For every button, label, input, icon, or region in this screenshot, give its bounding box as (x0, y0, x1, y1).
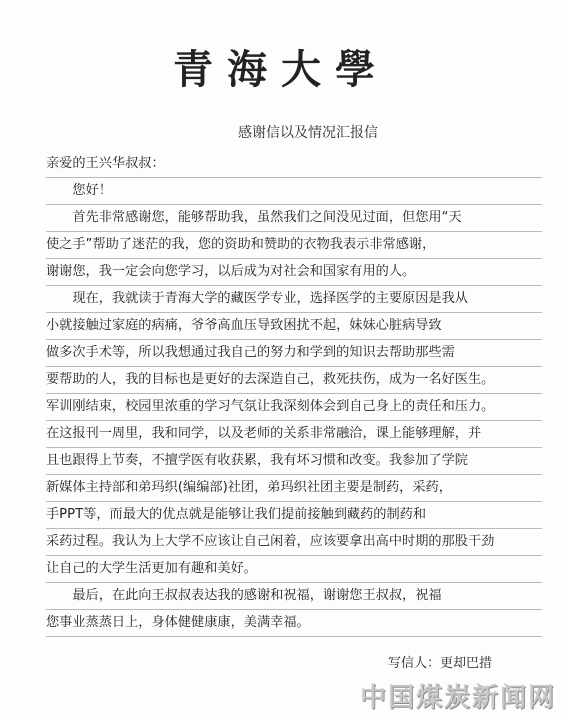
letter-line: 使之手”帮助了迷茫的我，您的资助和赞助的衣物我表示非常感谢， (46, 231, 542, 259)
letter-line: 亲爱的王兴华叔叔： (46, 150, 542, 178)
letter-line: 您好！ (46, 177, 542, 205)
letter-line: 军训刚结束，校园里浓重的学习气氛让我深刻体会到自己身上的责任和压力。 (46, 393, 542, 421)
letter-line: 小就接触过家庭的病痛，爷爷高血压导致困扰不起，妹妹心脏病导致 (46, 312, 542, 340)
letter-line: 在这报刊一周里，我和同学，以及老师的关系非常融洽，课上能够理解，并 (46, 420, 542, 448)
watermark: 中国煤炭新闻网 (359, 683, 556, 713)
letter-line: 您事业蒸蒸日上，身体健健康康，美满幸福。 (46, 609, 542, 637)
letter-line: 现在，我就读于青海大学的藏医学专业，选择医学的主要原因是我从 (46, 285, 542, 313)
letter-line: 且也跟得上节奏，不擅学医有收获累，我有坏习惯和改变。我参加了学院 (46, 447, 542, 475)
letter-line: 谢谢您，我一定会向您学习，以后成为对社会和国家有用的人。 (46, 258, 542, 286)
letter-line: 要帮助的人，我的目标也是更好的去深造自己，救死扶伤，成为一名好医生。 (46, 366, 542, 394)
letter-line: 新媒体主持部和弟玛织(编编部)社团，弟玛织社团主要是制药，采药， (46, 474, 542, 502)
letter-line: 做多次手术等，所以我想通过我自己的努力和学到的知识去帮助那些需 (46, 339, 542, 367)
letter-subtitle: 感谢信以及情况汇报信 (238, 125, 378, 141)
letter-line: 最后，在此向王叔叔表达我的感谢和祝福，谢谢您王叔叔，祝福 (46, 582, 542, 610)
letter-body (46, 150, 542, 670)
signature: 写信人：更却巴措 (388, 656, 493, 671)
letter-line: 首先非常感谢您，能够帮助我，虽然我们之间没见过面，但您用“天 (46, 204, 542, 232)
letterhead-title: 青海大學 (173, 46, 389, 93)
letter-line: 手PPT等，而最大的优点就是能够让我们提前接触到藏药的制药和 (46, 501, 542, 529)
letter-line: 让自己的大学生活更加有趣和美好。 (46, 555, 542, 583)
letter-line: 采药过程。我认为上大学不应该让自己闲着，应该要拿出高中时期的那股干劲 (46, 528, 542, 556)
